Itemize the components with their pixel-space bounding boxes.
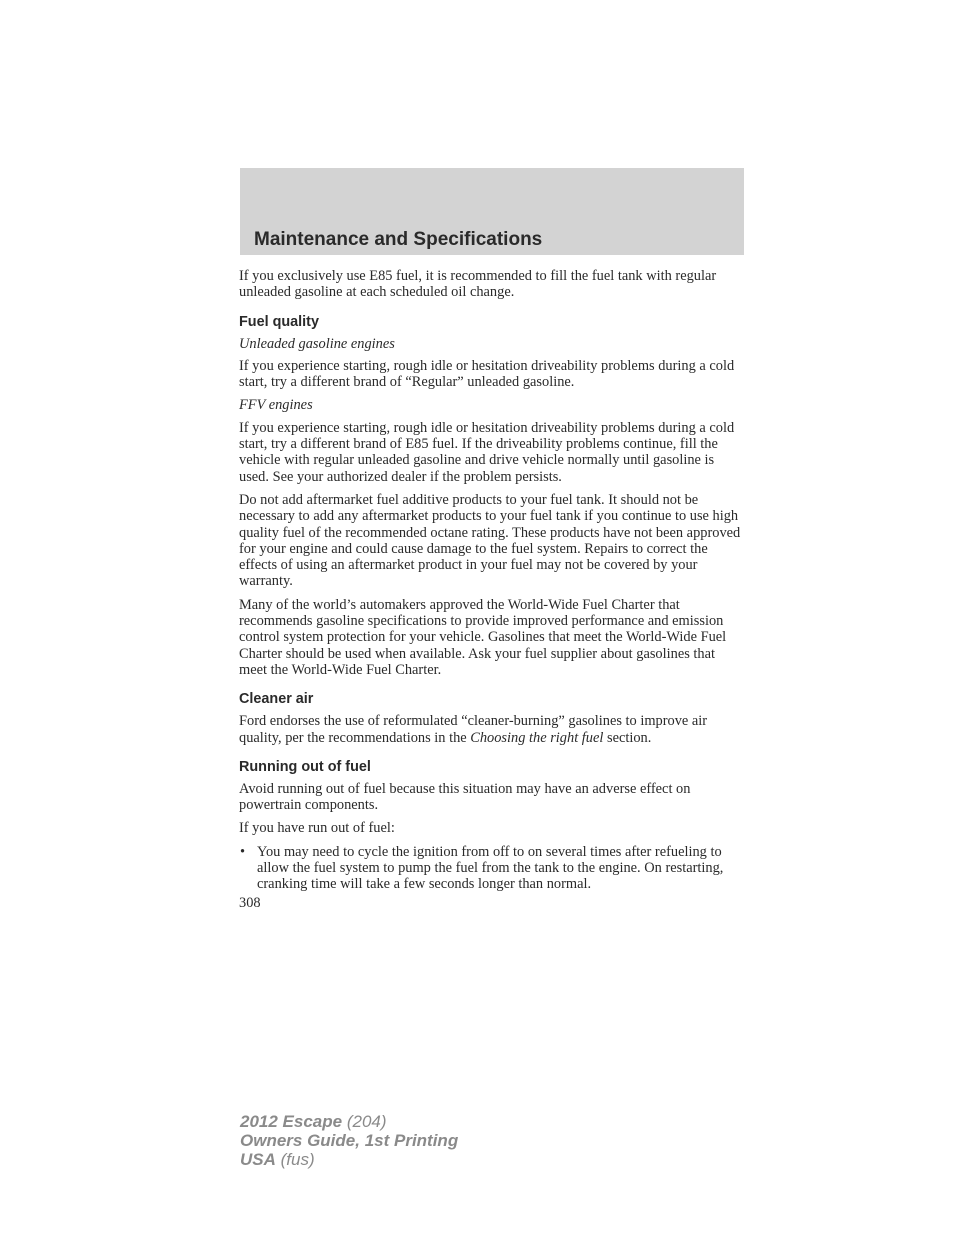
footer-guide-line (240, 1131, 458, 1150)
unleaded-engines-subheading: Unleaded gasoline engines (239, 335, 395, 352)
section-header-band (240, 168, 744, 255)
footer-region-line (240, 1150, 458, 1169)
footer-model: 2012 Escape (240, 1112, 343, 1131)
cleaner-air-paragraph (239, 713, 744, 746)
run-out-list (239, 844, 744, 893)
cleaner-air-heading: Cleaner air (239, 691, 314, 708)
page-number: 308 (239, 894, 261, 911)
ffv-engines-subheading: FFV engines (239, 397, 313, 414)
fuel-quality-heading: Fuel quality (239, 313, 319, 330)
bullet-icon: • (240, 843, 246, 860)
document-footer (240, 1112, 458, 1169)
fuel-charter-paragraph: Many of the world’s automakers approved the World-Wide Fuel Charter that recommends gasoline specifications to provide improved performance and emission control system protection for your vehicle. Gasolines that meet the World-Wide Fuel Charter should be used when available. Ask your fuel supplier about gasolines that meet the World-Wide Fuel Charter. (239, 596, 727, 678)
fuel-additives-paragraph: Do not add aftermarket fuel additive products to your fuel tank. It should not be necessary to add any aftermarket products to your fuel tank if you continue to use high quality fuel of the recommended octane rating. These products have not been approved for your engine and could cause damage to the fuel system. Repairs to correct the effects of using an aftermarket product in your fuel may not be covered by your warranty. (239, 491, 741, 590)
section-title: Maintenance and Specifications (254, 229, 543, 250)
footer-model-line (240, 1112, 458, 1131)
cleaner-air-text-before: Ford endorses the use of reformulated “cleaner-burning” gasolines to improve air quality, per the recommendations in the (239, 713, 708, 746)
footer-region-code: (fus) (280, 1150, 315, 1169)
list-item-text: You may need to cycle the ignition from off to on several times after refueling to allow the fuel system to pump the fuel from the tank to the engine. On restarting, cranking time will take a few seconds longer than normal. (257, 843, 724, 893)
list-item (239, 844, 744, 893)
cleaner-air-text-after: section. (603, 729, 652, 746)
running-out-paragraph: Avoid running out of fuel because this situation may have an adverse effect on powertrain components. (239, 780, 691, 814)
footer-model-code: (204) (346, 1112, 387, 1131)
footer-guide: Owners Guide, 1st Printing (240, 1131, 459, 1150)
ffv-engines-paragraph: If you experience starting, rough idle or hesitation driveability problems during a cold start, try a different brand of E85 fuel. If the driveability problems continue, fill the vehicle with regular unleaded gasoline and drive vehicle normally until gasoline is used. See your authorized dealer if the problem persists. (239, 419, 735, 485)
page-content (239, 268, 744, 911)
intro-paragraph: If you exclusively use E85 fuel, it is recommended to fill the fuel tank with regular unleaded gasoline at each scheduled oil change. (239, 268, 717, 301)
running-out-heading: Running out of fuel (239, 758, 371, 775)
choosing-fuel-reference: Choosing the right fuel (470, 729, 604, 746)
run-out-intro: If you have run out of fuel: (239, 820, 395, 837)
footer-region: USA (240, 1150, 276, 1169)
unleaded-engines-paragraph: If you experience starting, rough idle or hesitation driveability problems during a cold start, try a different brand of “Regular” unleaded gasoline. (239, 357, 735, 391)
